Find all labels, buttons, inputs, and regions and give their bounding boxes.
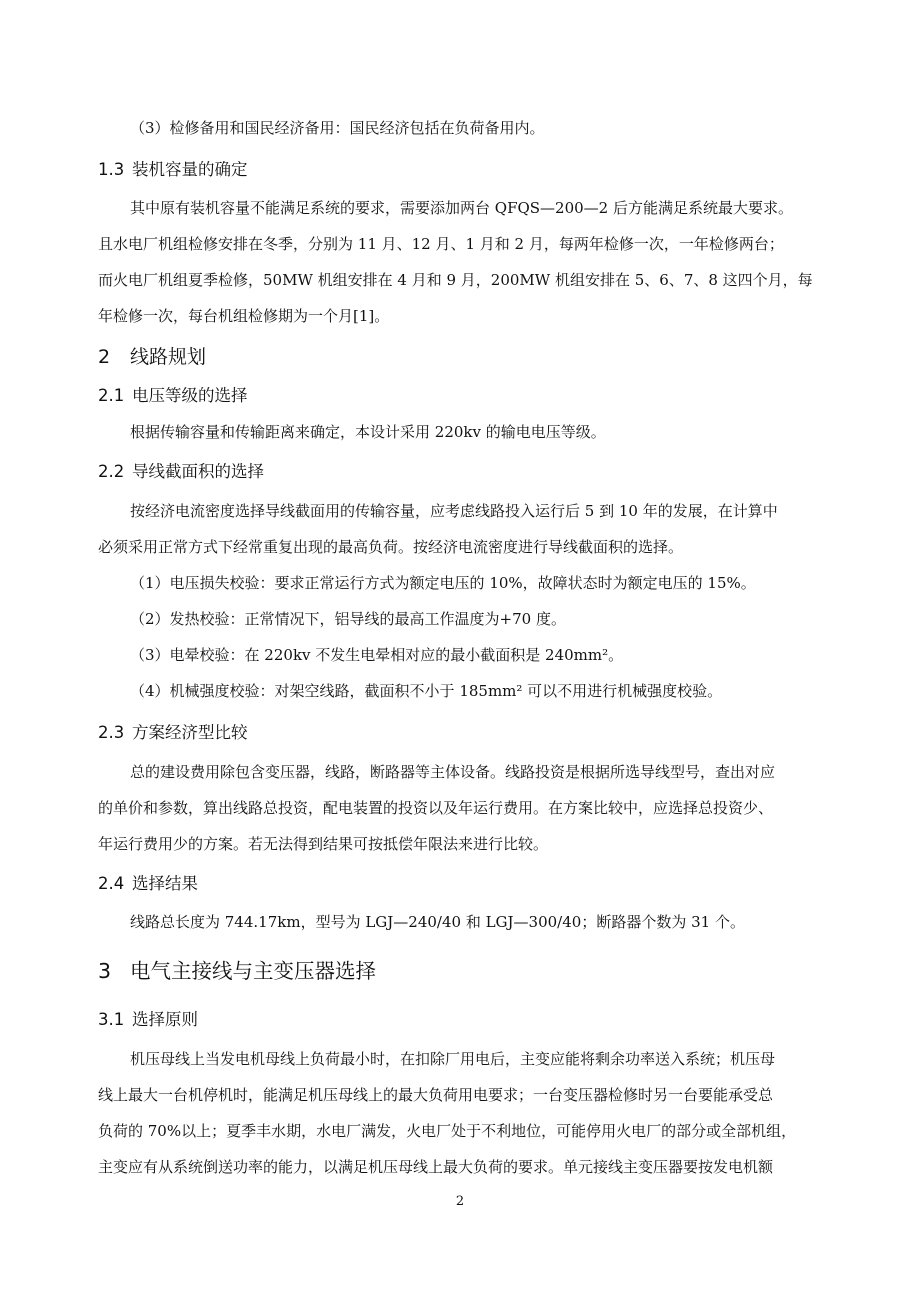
chapter-heading-3 [98, 957, 376, 985]
section-number: 2.1 [98, 386, 125, 405]
paragraph-line: 根据传输容量和传输距离来确定，本设计采用 220kv 的输电电压等级。 [130, 423, 606, 441]
page-number: 2 [455, 1194, 465, 1209]
section-heading-2-2 [98, 460, 264, 484]
check-item-3: （3）电晕校验：在 220kv 不发生电晕相对应的最小截面积是 240mm²。 [130, 646, 624, 664]
section-heading-1-3 [98, 158, 248, 182]
check-item-2: （2）发热校验：正常情况下，铝导线的最高工作温度为+70 度。 [130, 610, 566, 628]
paragraph-line: 线上最大一台机停机时，能满足机压母线上的最大负荷用电要求；一台变压器检修时另一台要能承受总 [98, 1086, 774, 1104]
paragraph-line: 且水电厂机组检修安排在冬季，分别为 11 月、12 月、1 月和 2 月，每两年检修一次，一年检修两台； [98, 235, 784, 253]
paragraph-item-3: （3）检修备用和国民经济备用：国民经济包括在负荷备用内。 [130, 119, 545, 137]
section-heading-2-1 [98, 384, 248, 408]
section-title: 选择结果 [132, 874, 198, 893]
paragraph-line: 机压母线上当发电机母线上负荷最小时，在扣除厂用电后，主变应能将剩余功率送入系统；机压母 [130, 1050, 776, 1068]
section-number: 2.2 [98, 462, 125, 481]
paragraph-line: 其中原有装机容量不能满足系统的要求，需要添加两台 QFQS—200—2 后方能满足系统最大要求。 [130, 199, 793, 217]
paragraph-line: 必须采用正常方式下经常重复出现的最高负荷。按经济电流密度进行导线截面积的选择。 [98, 538, 684, 556]
chapter-heading-2 [98, 343, 206, 371]
paragraph-line: 线路总长度为 744.17km，型号为 LGJ—240/40 和 LGJ—300/40；断路器个数为 31 个。 [130, 913, 745, 931]
paragraph-line: 主变应有从系统倒送功率的能力，以满足机压母线上最大负荷的要求。单元接线主变压器要按发电机额 [98, 1158, 774, 1176]
chapter-title: 电气主接线与主变压器选择 [130, 959, 376, 983]
paragraph-line: 负荷的 70%以上；夏季丰水期，水电厂满发，火电厂处于不利地位，可能停用火电厂的部分或全部机组， [98, 1122, 797, 1140]
paragraph-line: 按经济电流密度选择导线截面用的传输容量，应考虑线路投入运行后 5 到 10 年的发展，在计算中 [130, 502, 778, 520]
paragraph-line: 总的建设费用除包含变压器，线路，断路器等主体设备。线路投资是根据所选导线型号，查出对应 [130, 763, 776, 781]
paragraph-line: 而火电厂机组夏季检修，50MW 机组安排在 4 月和 9 月，200MW 机组安排在 5、6、7、8 这四个月，每 [98, 271, 813, 289]
paragraph-line: 的单价和参数，算出线路总投资，配电装置的投资以及年运行费用。在方案比较中，应选择总投资少、 [98, 799, 774, 817]
section-number: 2.3 [98, 723, 125, 742]
section-number: 1.3 [98, 160, 125, 179]
paragraph-line: 年运行费用少的方案。若无法得到结果可按抵偿年限法来进行比较。 [98, 835, 549, 853]
section-title: 装机容量的确定 [132, 160, 248, 179]
chapter-title: 线路规划 [130, 346, 207, 368]
paragraph-line: 年检修一次，每台机组检修期为一个月[1]。 [98, 307, 390, 325]
section-title: 方案经济型比较 [132, 723, 248, 742]
section-title: 选择原则 [132, 1010, 198, 1029]
check-item-4: （4）机械强度校验：对架空线路，截面积不小于 185mm² 可以不用进行机械强度校验。 [130, 682, 723, 700]
section-title: 电压等级的选择 [132, 386, 248, 405]
section-heading-2-4 [98, 872, 198, 896]
section-title: 导线截面积的选择 [132, 462, 264, 481]
section-heading-2-3 [98, 721, 248, 745]
chapter-number: 2 [98, 346, 111, 368]
section-number: 3.1 [98, 1010, 125, 1029]
check-item-1: （1）电压损失校验：要求正常运行方式为额定电压的 10%，故障状态时为额定电压的 15%。 [130, 574, 756, 592]
chapter-number: 3 [98, 959, 112, 983]
section-number: 2.4 [98, 874, 125, 893]
section-heading-3-1 [98, 1008, 198, 1032]
